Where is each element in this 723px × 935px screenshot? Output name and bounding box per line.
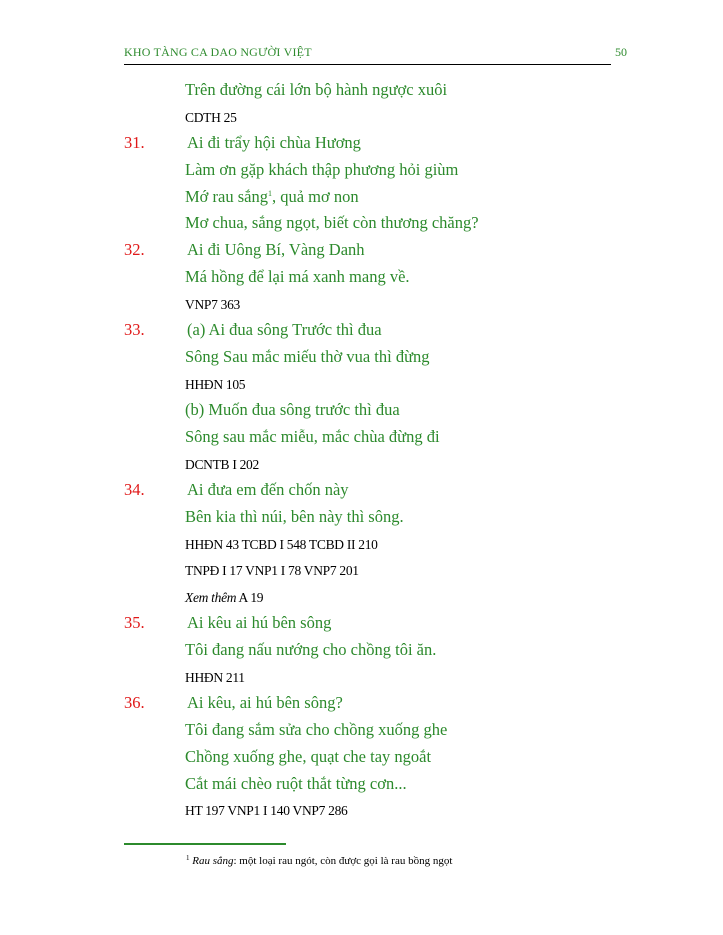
source-reference: VNP7 363 (185, 297, 240, 312)
footnote-mark: 1 (186, 854, 190, 862)
verse-line: Làm ơn gặp khách thập phương hỏi giùm (185, 160, 459, 179)
verse-line: Cắt mái chèo ruột thắt từng cơn... (185, 774, 407, 793)
entry-number: 33. (124, 320, 145, 339)
footnote (186, 854, 452, 867)
source-reference (185, 590, 263, 606)
source-reference: HHĐN 43 TCBD I 548 TCBD II 210 (185, 537, 378, 552)
verse-line: Sông Sau mắc miếu thờ vua thì đừng (185, 347, 430, 366)
verse-line: Ai kêu, ai hú bên sông? (187, 693, 343, 712)
running-header (124, 44, 611, 65)
verse-line: Mơ chua, sắng ngọt, biết còn thương chăng? (185, 213, 479, 232)
verse-text: , quả mơ non (271, 187, 359, 206)
entry-number: 36. (124, 693, 145, 712)
verse-line: Ai đi trẩy hội chùa Hương (187, 133, 361, 152)
verse-line: Ai đưa em đến chốn này (187, 480, 349, 499)
verse-line: Ai kêu ai hú bên sông (187, 613, 332, 632)
entry-number: 34. (124, 480, 145, 499)
book-title: KHO TÀNG CA DAO NGƯỜI VIỆT (124, 45, 312, 59)
verse-text: Mớ rau sắng (185, 187, 268, 206)
source-reference: CDTH 25 (185, 110, 237, 125)
source-reference: HT 197 VNP1 I 140 VNP7 286 (185, 803, 348, 818)
source-text: A 19 (236, 590, 264, 605)
verse-line: Má hồng để lại má xanh mang về. (185, 267, 410, 286)
verse-line: Tôi đang nấu nướng cho chồng tôi ăn. (185, 640, 437, 659)
source-reference: HHĐN 211 (185, 670, 245, 685)
footnote-divider (124, 843, 286, 845)
verse-line: Tôi đang sắm sửa cho chồng xuống ghe (185, 720, 448, 739)
footnote-term: Rau sắng (192, 855, 234, 867)
page-number: 50 (615, 45, 627, 59)
see-also-label: Xem thêm (185, 590, 237, 605)
verse-line: Chồng xuống ghe, quạt che tay ngoắt (185, 747, 432, 766)
footnote-text: : một loại rau ngót, còn được gọi là rau bồng ngọt (233, 855, 453, 867)
source-reference: DCNTB I 202 (185, 457, 259, 472)
verse-line: (a) Ai đua sông Trước thì đua (187, 320, 382, 339)
verse-line: (b) Muốn đua sông trước thì đua (185, 400, 400, 419)
footnote-reference: 1 (267, 189, 272, 198)
verse-line: Sông sau mắc miễu, mắc chùa đừng đi (185, 427, 440, 446)
entry-number: 31. (124, 133, 145, 152)
entry-number: 35. (124, 613, 145, 632)
source-reference: TNPĐ I 17 VNP1 I 78 VNP7 201 (185, 563, 359, 578)
verse-line: Trên đường cái lớn bộ hành ngược xuôi (185, 80, 448, 99)
verse-line: Bên kia thì núi, bên này thì sông. (185, 507, 404, 526)
verse-line: Ai đi Uông Bí, Vàng Danh (187, 240, 365, 259)
verse-line (185, 187, 359, 207)
entry-number: 32. (124, 240, 145, 259)
source-reference: HHĐN 105 (185, 377, 246, 392)
